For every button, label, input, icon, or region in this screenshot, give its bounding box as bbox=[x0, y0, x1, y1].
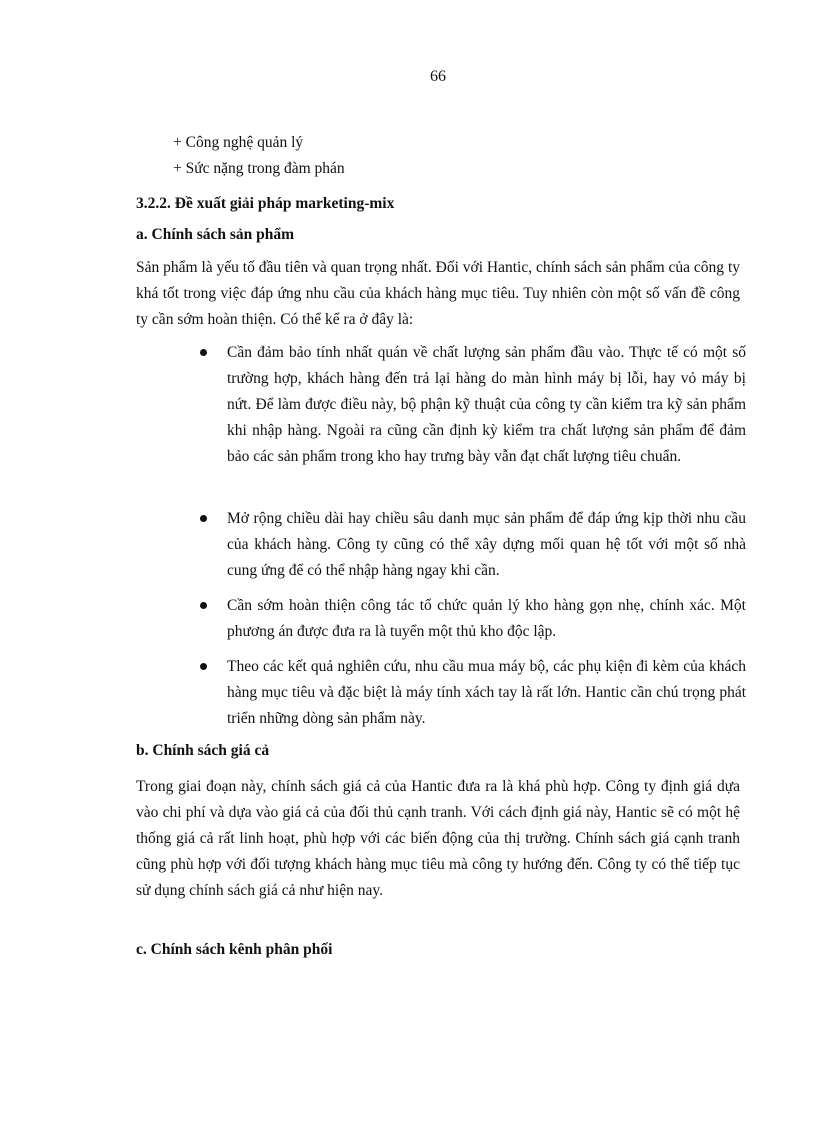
price-policy-text: Trong giai đoạn này, chính sách giá cả của Hantic đưa ra là khá phù hợp. Công ty định giá dựa vào chi phí và dựa vào giá cả của đối thủ cạnh tranh. Với cách định giá này, Hantic sẽ có một hệ thống giá cả rất linh hoạt, phù hợp với các biến động của thị trường. Chính sách giá cạnh tranh cũng phù hợp với đối tượng khách hàng mục tiêu mà công ty hướng đến. Công ty có thể tiếp tục sử dụng chính sách giá cả như hiện nay. bbox=[136, 778, 740, 899]
list-item bbox=[200, 654, 746, 732]
list-item-text: Theo các kết quả nghiên cứu, nhu cầu mua máy bộ, các phụ kiện đi kèm của khách hàng mục tiêu và đặc biệt là máy tính xách tay là rất lớn. Hantic cần chú trọng phát triển những dòng sản phẩm này. bbox=[227, 658, 746, 727]
list-item-text: Mở rộng chiều dài hay chiều sâu danh mục sản phẩm để đáp ứng kịp thời nhu cầu của khách hàng. Công ty cũng có thể xây dựng mối quan hệ tốt với một số nhà cung ứng để có thể nhập hàng ngay khi cần. bbox=[227, 510, 746, 579]
list-item-text: Cần đảm bảo tính nhất quán về chất lượng sản phẩm đầu vào. Thực tế có một số trường hợp, khách hàng đến trả lại hàng do màn hình máy bị lỗi, hay vỏ máy bị nứt. Để làm được điều này, bộ phận kỹ thuật của công ty cần kiểm tra kỹ sản phẩm khi nhập hàng. Ngoài ra cũng cần định kỳ kiểm tra chất lượng sản phẩm để đảm bảo các sản phẩm trong kho hay trưng bày vẫn đạt chất lượng tiêu chuẩn. bbox=[227, 344, 746, 465]
section-heading: 3.2.2. Đề xuất giải pháp marketing-mix bbox=[136, 195, 395, 212]
subheading-distribution-policy: c. Chính sách kênh phân phối bbox=[136, 941, 333, 958]
product-policy-intro: Sản phẩm là yếu tố đầu tiên và quan trọng nhất. Đối với Hantic, chính sách sản phẩm của công ty khá tốt trong việc đáp ứng nhu cầu của khách hàng mục tiêu. Tuy nhiên còn một số vấn đề công ty cần sớm hoàn thiện. Có thể kể ra ở đây là: bbox=[136, 259, 740, 328]
bullet-icon bbox=[200, 663, 207, 670]
plus-item-management-tech: + Công nghệ quản lý bbox=[173, 134, 304, 151]
list-item-text: Cần sớm hoàn thiện công tác tổ chức quản lý kho hàng gọn nhẹ, chính xác. Một phương án được đưa ra là tuyển một thủ kho độc lập. bbox=[227, 597, 746, 640]
list-item bbox=[200, 593, 746, 645]
list-item bbox=[200, 340, 746, 470]
page-number: 66 bbox=[430, 68, 446, 85]
bullet-icon bbox=[200, 349, 207, 356]
subheading-product-policy: a. Chính sách sản phẩm bbox=[136, 226, 295, 243]
list-item bbox=[200, 506, 746, 584]
plus-item-negotiation-power: + Sức nặng trong đàm phán bbox=[173, 160, 345, 177]
bullet-icon bbox=[200, 602, 207, 609]
subheading-price-policy: b. Chính sách giá cả bbox=[136, 742, 270, 759]
bullet-icon bbox=[200, 515, 207, 522]
